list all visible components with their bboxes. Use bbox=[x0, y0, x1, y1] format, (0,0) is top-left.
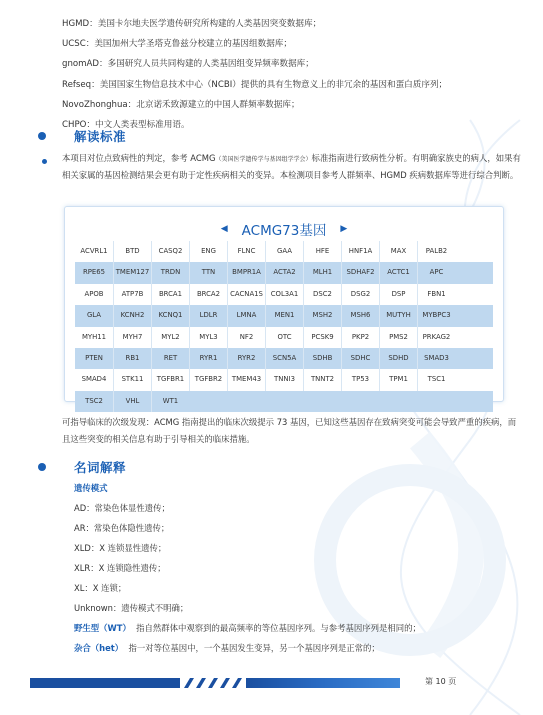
gene-cell: TSC2 bbox=[85, 396, 103, 405]
gene-cell: RYR1 bbox=[189, 348, 227, 369]
gene-cell: DSG2 bbox=[341, 284, 379, 305]
gene-cell: COL3A1 bbox=[265, 284, 303, 305]
definition-refseq: Refseq：美国国家生物信息技术中心（NCBI）提供的具有生物意义上的非冗余的基因和蛋白质序列； bbox=[62, 79, 448, 90]
table-row bbox=[75, 305, 493, 326]
mode-unknown: Unknown：遗传模式不明确； bbox=[74, 603, 189, 613]
gene-cell: BMPR1A bbox=[227, 262, 265, 283]
gene-cell: SDHC bbox=[341, 348, 379, 369]
page-number: 第 10 页 bbox=[425, 677, 457, 686]
gene-cell: KCNQ1 bbox=[151, 305, 189, 326]
gene-cell: DSP bbox=[379, 284, 417, 305]
gene-cell: APOB bbox=[84, 289, 104, 298]
gene-cell: TNNT2 bbox=[303, 369, 341, 390]
gene-cell: TPM1 bbox=[379, 369, 417, 390]
gene-cell: VHL bbox=[113, 391, 151, 412]
mode-xlr: XLR：X 连锁隐性遗传； bbox=[74, 563, 166, 573]
table-row bbox=[75, 369, 493, 390]
gene-cell: MEN1 bbox=[265, 305, 303, 326]
gene-cell: RPE65 bbox=[82, 268, 106, 277]
gene-cell: MAX bbox=[379, 241, 417, 262]
definition-chpo: CHPO：中文人类表型标准用语。 bbox=[62, 120, 190, 131]
definition-ucsc: UCSC：美国加州大学圣塔克鲁兹分校建立的基因组数据库； bbox=[62, 39, 292, 50]
gene-cell: DSC2 bbox=[303, 284, 341, 305]
footer-stripe-decoration bbox=[30, 678, 400, 688]
table-row bbox=[75, 241, 493, 262]
gene-cell: LDLR bbox=[189, 305, 227, 326]
gene-cell: SMAD4 bbox=[81, 375, 107, 384]
gene-cell: GAA bbox=[265, 241, 303, 262]
gene-cell: PRKAG2 bbox=[417, 327, 455, 348]
gene-cell: KCNH2 bbox=[113, 305, 151, 326]
gene-cell: TRDN bbox=[151, 262, 189, 283]
gene-cell: MYBPC3 bbox=[417, 305, 455, 326]
acmg-gene-table bbox=[64, 206, 504, 405]
table-row bbox=[75, 262, 493, 283]
gene-cell: ENG bbox=[189, 241, 227, 262]
gene-cell: ACTC1 bbox=[379, 262, 417, 283]
gene-cell: HNF1A bbox=[341, 241, 379, 262]
table-row bbox=[75, 327, 493, 348]
section-heading-glossary bbox=[38, 458, 126, 476]
gene-cell: MYL3 bbox=[189, 327, 227, 348]
gene-cell: RET bbox=[151, 348, 189, 369]
prev-arrow-icon: ◀ bbox=[220, 224, 228, 234]
mode-ad: AD：常染色体显性遗传； bbox=[74, 503, 170, 513]
mode-xld: XLD：X 连锁显性遗传； bbox=[74, 543, 167, 553]
definition-novozhonghua: NovoZhonghua：北京诺禾致源建立的中国人群频率数据库； bbox=[62, 99, 300, 110]
gene-cell: TP53 bbox=[341, 369, 379, 390]
wildtype-definition: 野生型（WT） 指自然群体中观察到的最高频率的等位基因序列。与参考基因序列是相同的； bbox=[74, 623, 421, 633]
gene-cell: ATP7B bbox=[113, 284, 151, 305]
gene-cell: RYR2 bbox=[227, 348, 265, 369]
gene-cell: APC bbox=[417, 262, 455, 283]
gene-cell: CACNA1S bbox=[227, 284, 265, 305]
gene-cell: MSH2 bbox=[303, 305, 341, 326]
gene-cell: PCSK9 bbox=[303, 327, 341, 348]
gene-cell: TTN bbox=[189, 262, 227, 283]
interpretation-paragraph: 本项目对位点致病性的判定，参考 ACMG（美国医学遗传学与基因组学学会）标准指南进行致病性分析。有明确家族史的病人，如果有相关家属的基因检测结果会更有助于定性疾病相关的变异。本检测项目参考人群频率、HGMD 疾病数据库等进行综合判断。 bbox=[62, 153, 521, 180]
gene-cell: STK11 bbox=[113, 369, 151, 390]
gene-cell: TNNI3 bbox=[265, 369, 303, 390]
gene-cell: NF2 bbox=[227, 327, 265, 348]
gene-cell: PALB2 bbox=[417, 241, 455, 262]
gene-cell: WT1 bbox=[151, 391, 189, 412]
gene-cell: FLNC bbox=[227, 241, 265, 262]
gene-grid bbox=[75, 241, 493, 412]
gene-cell: MSH6 bbox=[341, 305, 379, 326]
inheritance-mode-subtitle: 遗传模式 bbox=[74, 483, 108, 493]
table-title: ACMG73基因 bbox=[241, 223, 327, 239]
gene-cell: BRCA2 bbox=[189, 284, 227, 305]
gene-cell: CASQ2 bbox=[151, 241, 189, 262]
heading-bullet-icon bbox=[38, 132, 46, 140]
gene-cell: SDHB bbox=[303, 348, 341, 369]
secondary-findings-paragraph: 可指导临床的次级发现：ACMG 指南提出的临床次级提示 73 基因，已知这些基因存在致病突变可能会导致严重的疾病，而且这些突变的相关信息有助于引导相关的临床措施。 bbox=[62, 417, 517, 444]
mode-xl: XL：X 连锁； bbox=[74, 583, 127, 593]
gene-cell: LMNA bbox=[227, 305, 265, 326]
gene-cell: FBN1 bbox=[417, 284, 455, 305]
gene-cell: MLH1 bbox=[303, 262, 341, 283]
next-arrow-icon: ▶ bbox=[340, 224, 348, 234]
gene-cell: SDHD bbox=[379, 348, 417, 369]
gene-cell: GLA bbox=[86, 311, 102, 320]
gene-cell: MUTYH bbox=[379, 305, 417, 326]
table-title-bar bbox=[65, 219, 503, 239]
definitions-list bbox=[62, 14, 522, 135]
gene-cell: PTEN bbox=[85, 353, 103, 362]
gene-cell: OTC bbox=[265, 327, 303, 348]
gene-cell: TGFBR2 bbox=[189, 369, 227, 390]
gene-cell: HFE bbox=[303, 241, 341, 262]
gene-cell: RB1 bbox=[113, 348, 151, 369]
section-title: 解读标准 bbox=[74, 129, 127, 144]
section-title: 名词解释 bbox=[74, 460, 127, 475]
gene-cell: BTD bbox=[113, 241, 151, 262]
table-row bbox=[75, 348, 493, 369]
table-row bbox=[75, 284, 493, 305]
gene-cell: TSC1 bbox=[417, 369, 455, 390]
gene-cell: SMAD3 bbox=[417, 348, 455, 369]
gene-cell: MYH7 bbox=[113, 327, 151, 348]
gene-cell: TMEM43 bbox=[227, 369, 265, 390]
definition-hgmd: HGMD：美国卡尔地夫医学遗传研究所构建的人类基因突变数据库； bbox=[62, 19, 322, 29]
paragraph-bullet-icon bbox=[42, 159, 47, 164]
definition-gnomad: gnomAD：多国研究人员共同构建的人类基因组变异频率数据库； bbox=[62, 59, 314, 70]
gene-cell: ACTA2 bbox=[265, 262, 303, 283]
gene-cell: MYH11 bbox=[81, 332, 107, 341]
gene-cell: MYL2 bbox=[151, 327, 189, 348]
section-heading-interpretation bbox=[38, 127, 126, 145]
mode-ar: AR：常染色体隐性遗传； bbox=[74, 523, 170, 533]
gene-cell: TMEM127 bbox=[113, 262, 151, 283]
gene-cell: BRCA1 bbox=[151, 284, 189, 305]
gene-cell: ACVRL1 bbox=[80, 247, 108, 255]
gene-cell: TGFBR1 bbox=[151, 369, 189, 390]
gene-cell: SCN5A bbox=[265, 348, 303, 369]
heterozygous-definition: 杂合（het） 指一对等位基因中，一个基因发生变异，另一个基因序列是正常的； bbox=[74, 643, 380, 653]
gene-cell: SDHAF2 bbox=[341, 262, 379, 283]
heading-bullet-icon bbox=[38, 463, 46, 471]
gene-cell: PKP2 bbox=[341, 327, 379, 348]
gene-cell: PMS2 bbox=[379, 327, 417, 348]
table-row bbox=[75, 391, 493, 412]
